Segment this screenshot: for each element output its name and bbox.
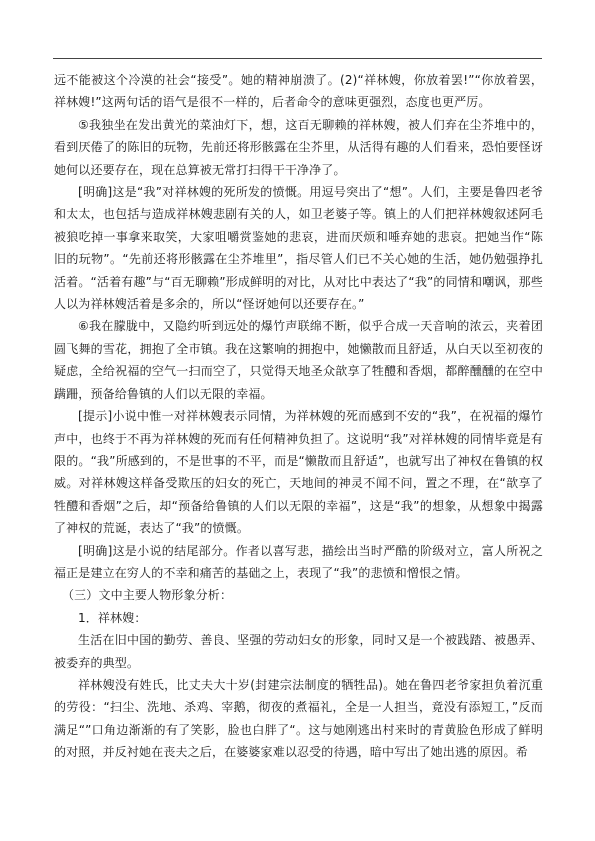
paragraph-5: [提示]小说中惟一对祥林嫂表示同情，为祥林嫂的死而感到不安的“我”，在祝福的爆竹声中，也终于不再为祥林嫂的死而有任何精神负担了。这说明“我”对祥林嫂的同情毕竟是有限的。“我”所感到的，不是世事的不平，而是“懒散而且舒适”，也就写出了神权在鲁镇的权威。对祥林嫂这样备受欺压的妇女的死亡，天地间的神灵不闻不问，置之不理，在“歆享了牲醴和香烟”之后，却“预备给鲁镇的人们以无限的幸福”，这是“我”的想象，从想象中揭露了神权的荒诞，表达了“我”的愤慨。 — [54, 409, 543, 536]
section-heading: （三）文中主要人物形象分析： — [62, 588, 233, 603]
header-divider — [53, 58, 542, 59]
paragraph-3: [明确]这是“我”对祥林嫂的死所发的愤慨。用逗号突出了“想”。人们，主要是鲁四老爷和太太，也包括与造成祥林嫂悲剧有关的人，如卫老婆子等。镇上的人们把祥林嫂叙述阿毛被狼吃掉一事拿来取笑，大家咀嚼赏鉴她的悲哀，进而厌烦和唾弃她的悲哀。把她当作“陈旧的玩物”。“先前还将形骸露在尘芥堆里”，指尽管人们已不关心她的生活，她仍勉强挣扎活着。“活着有趣”与“百无聊赖”形成鲜明的对比，从对比中表达了“我”的同情和嘲讽，那些人以为祥林嫂活着是多余的，所以“怪讶她何以还要存在。” — [54, 185, 543, 312]
subsection-heading: 1．祥林嫂： — [78, 610, 147, 625]
paragraph-4: ⑥我在朦胧中，又隐约听到远处的爆竹声联绵不断，似乎合成一天音响的浓云，夹着团圆飞舞的雪花，拥抱了全市镇。我在这繁响的拥抱中，她懒散而且舒适，从白天以至初夜的疑虑，全给祝福的空气一扫而空了，只觉得天地圣众歆享了牲醴和香烟，都醉醺醺的在空中蹒跚，预备给鲁镇的人们以无限的幸福。 — [54, 319, 543, 401]
paragraph-6: [明确]这是小说的结尾部分。作者以喜写悲，描绘出当时严酷的阶级对立，富人所祝之福正是建立在穷人的不幸和痛苦的基础之上，表现了“我”的悲愤和憎恨之情。 — [54, 543, 543, 580]
document-body — [54, 69, 543, 764]
paragraph-7: 生活在旧中国的勤劳、善良、坚强的劳动妇女的形象，同时又是一个被践踏、被愚弄、被委弃的典型。 — [54, 633, 543, 670]
paragraph-2: ⑤我独坐在发出黄光的菜油灯下，想，这百无聊赖的祥林嫂，被人们弃在尘芥堆中的，看到厌倦了的陈旧的玩物，先前还将形骸露在尘芥里，从活得有趣的人们看来，恐怕要怪讶她何以还要存在，现在总算被无常打扫得干干净净了。 — [54, 117, 543, 177]
paragraph-8: 祥林嫂没有姓氏，比丈夫大十岁(封建宗法制度的牺牲品)。她在鲁四老爷家担负着沉重的劳役：“扫尘、洗地、杀鸡、宰鹅，彻夜的煮福礼，全是一人担当，竟没有添短工，”反而满足“”口角边渐渐的有了笑影，脸也白胖了“。这与她刚逃出村来时的青黄脸色形成了鲜明的对照，并反衬她在丧夫之后，在婆婆家难以忍受的待遇，暗中写出了她出逃的原因。希 — [54, 677, 543, 760]
paragraph-1: 远不能被这个冷漠的社会“接受”。她的精神崩溃了。(2)“祥林嫂，你放着罢!”“你放着罢，祥林嫂!”这两句话的语气是很不一样的，后者命令的意味更强烈，态度也更严厉。 — [54, 73, 543, 110]
